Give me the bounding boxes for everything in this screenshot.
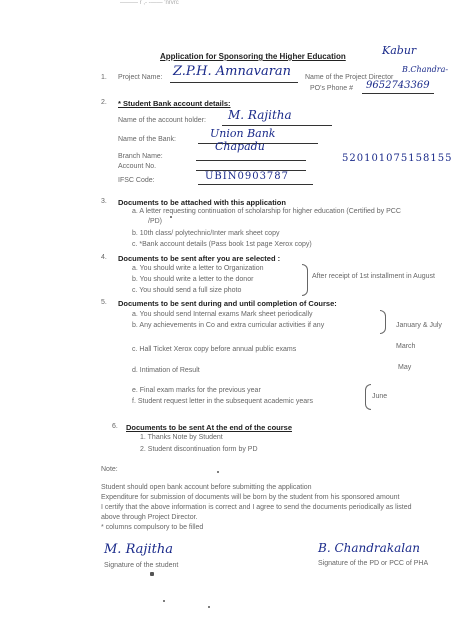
student-signature-label: Signature of the student: [104, 562, 179, 569]
student-signature: M. Rajitha: [104, 542, 173, 557]
note-line-2: Expenditure for submission of documents will be born by the student from his sponsored amount: [101, 494, 400, 501]
section6-item-1: 1. Thanks Note by Student: [140, 434, 223, 441]
pd-signature: B. Chandrakalan: [318, 541, 420, 555]
section5-heading: Documents to be sent during and until completion of Course:: [118, 299, 337, 308]
project-name-value: Z.P.H. Amnavaran: [173, 64, 292, 79]
section4-heading: Documents to be sent after you are selected :: [118, 254, 281, 263]
section4-note: After receipt of 1st installment in August: [312, 273, 435, 280]
section5-ef-brace: [365, 384, 371, 410]
note-label: Note:: [101, 466, 118, 473]
bank-details-heading: * Student Bank account details:: [118, 99, 231, 108]
ifsc-value: UBIN0903787: [205, 171, 290, 182]
note-line-3: I certify that the above information is correct and I agree to send the documents periodically as listed: [101, 504, 412, 511]
director-label: Name of the Project Director: [305, 74, 394, 81]
item-number-2: 2.: [101, 99, 107, 106]
note-line-4: above through Project Director.: [101, 514, 198, 521]
section5-item-e: e. Final exam marks for the previous year: [132, 387, 261, 394]
page-title: Application for Sponsoring the Higher Education: [160, 52, 346, 61]
account-no-value: 520101075158155: [342, 153, 453, 164]
note-line-1: Student should open bank account before submitting the application: [101, 484, 312, 491]
director-name-value: B.Chandra-: [402, 65, 449, 74]
section5-ab-brace: [380, 310, 386, 334]
section5-c-note: March: [396, 343, 416, 350]
section4-brace: [302, 264, 308, 296]
item-number-4: 4.: [101, 254, 107, 261]
section5-item-a: a. You should send Internal exams Mark sheet periodically: [132, 311, 313, 318]
bank-name-value: Union Bank: [210, 127, 276, 140]
section3-item-a-cont: /PD): [148, 218, 162, 225]
pd-signature-label: Signature of the PD or PCC of PHA: [318, 560, 429, 567]
section5-item-d: d. Intimation of Result: [132, 367, 200, 374]
item-number-3: 3.: [101, 198, 107, 205]
account-holder-value: M. Rajitha: [228, 108, 292, 122]
account-holder-label: Name of the account holder:: [118, 117, 206, 124]
section5-ef-note: June: [372, 393, 388, 400]
branch-value: Chapadu: [215, 140, 265, 153]
section5-ab-note: January & July: [396, 322, 442, 329]
item-number-6: 6.: [112, 423, 118, 430]
section6-item-2: 2. Student discontinuation form by PD: [140, 446, 258, 453]
section3-item-b: b. 10th class/ polytechnic/Inter mark sheet copy: [132, 230, 280, 237]
section5-item-c: c. Hall Ticket Xerox copy before annual public exams: [132, 346, 297, 353]
phone-value: 9652743369: [366, 80, 430, 91]
section5-item-b: b. Any achievements in Co and extra curricular activities if any: [132, 322, 325, 329]
section4-item-b: b. You should write a letter to the donor: [132, 276, 254, 283]
branch-label: Branch Name:: [118, 153, 163, 160]
note-line-5: * columns compulsory to be filled: [101, 524, 204, 531]
section6-heading: Documents to be sent At the end of the course: [126, 423, 292, 432]
section4-item-c: c. You should send a full size photo: [132, 287, 242, 294]
section3-item-c: c. *Bank account details (Pass book 1st page Xerox copy): [132, 241, 312, 248]
project-name-label: Project Name:: [118, 74, 163, 81]
phone-label: PO's Phone #: [310, 85, 353, 92]
section3-item-a: a. A letter requesting continuation of scholarship for higher education (Certified by PCC: [132, 208, 401, 215]
section3-heading: Documents to be attached with this application: [118, 198, 286, 207]
handwritten-top-right: Kabur: [382, 44, 417, 57]
ifsc-label: IFSC Code:: [118, 177, 155, 184]
account-no-label: Account No.: [118, 163, 157, 170]
section5-item-f: f. Student request letter in the subsequent academic years: [132, 398, 313, 405]
section5-d-note: May: [398, 364, 412, 371]
header-marks: ——— r ,- -—— ′nrvrc: [120, 0, 179, 6]
item-number-1: 1.: [101, 74, 107, 81]
item-number-5: 5.: [101, 299, 107, 306]
bank-name-label: Name of the Bank:: [118, 136, 176, 143]
section4-item-a: a. You should write a letter to Organization: [132, 265, 264, 272]
